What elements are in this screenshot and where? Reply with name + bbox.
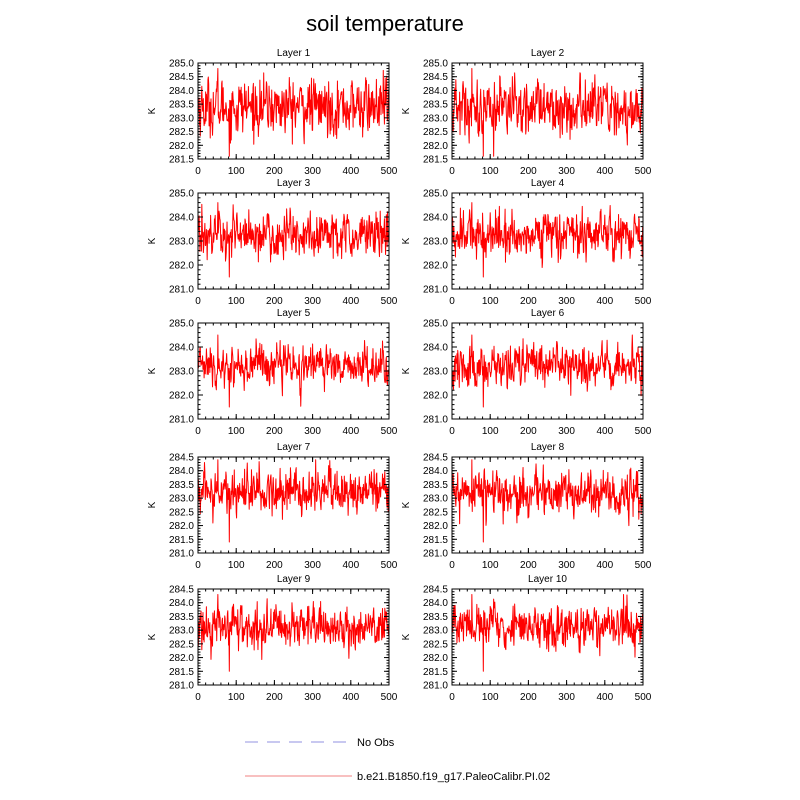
x-tick-label: 100	[227, 426, 245, 437]
legend	[245, 737, 550, 783]
chart-panel-layer-4	[401, 178, 652, 307]
y-tick-label: 285.0	[168, 318, 194, 330]
y-tick-label: 282.5	[168, 127, 194, 139]
x-tick-label: 300	[558, 296, 575, 307]
y-tick-label: 282.5	[422, 639, 448, 651]
y-tick-label: 284.5	[422, 584, 448, 596]
y-tick-label: 285.0	[168, 188, 194, 200]
x-tick-label: 500	[380, 166, 398, 177]
y-tick-label: 284.0	[168, 598, 194, 610]
x-tick-label: 500	[380, 426, 398, 437]
y-tick-label: 283.0	[168, 493, 194, 505]
y-tick-label: 282.0	[168, 390, 194, 402]
y-tick-label: 281.0	[422, 548, 448, 560]
chart-panel-layer-2	[401, 48, 652, 177]
x-tick-label: 300	[304, 296, 321, 307]
x-tick-label: 0	[449, 296, 455, 307]
y-tick-label: 283.5	[168, 611, 194, 623]
y-tick-label: 281.0	[168, 284, 194, 296]
x-tick-label: 100	[481, 426, 499, 437]
x-tick-label: 200	[520, 560, 537, 571]
y-tick-label: 281.5	[168, 154, 194, 166]
y-tick-label: 282.0	[422, 260, 448, 272]
y-tick-label: 284.0	[168, 85, 194, 97]
x-tick-label: 400	[596, 560, 614, 571]
y-tick-label: 281.0	[168, 548, 194, 560]
x-tick-label: 300	[558, 426, 575, 437]
y-tick-label: 281.5	[422, 534, 448, 546]
y-axis-label: K	[147, 367, 158, 375]
y-axis-label: K	[401, 237, 412, 245]
x-tick-label: 200	[266, 166, 283, 177]
chart-panel-layer-1	[147, 48, 398, 177]
y-tick-label: 281.5	[422, 666, 448, 678]
y-tick-label: 284.0	[168, 212, 194, 224]
x-tick-label: 200	[520, 166, 537, 177]
y-tick-label: 284.5	[422, 72, 448, 84]
y-tick-label: 284.0	[422, 212, 448, 224]
x-tick-label: 200	[266, 692, 283, 703]
x-tick-label: 500	[634, 426, 652, 437]
y-tick-label: 282.5	[422, 127, 448, 139]
series-line	[198, 335, 389, 407]
x-tick-label: 200	[520, 296, 537, 307]
y-tick-label: 281.5	[168, 666, 194, 678]
panel-title: Layer 3	[276, 178, 311, 189]
x-tick-label: 400	[342, 166, 360, 177]
y-axis-label: K	[401, 501, 412, 509]
chart-panel-layer-9	[147, 574, 398, 703]
y-tick-label: 283.0	[422, 493, 448, 505]
x-tick-label: 500	[634, 296, 652, 307]
x-tick-label: 100	[481, 692, 499, 703]
x-tick-label: 300	[304, 166, 321, 177]
y-axis-label: K	[401, 107, 412, 115]
x-tick-label: 300	[558, 166, 575, 177]
y-axis-label: K	[147, 501, 158, 509]
chart-panel-layer-3	[147, 178, 398, 307]
x-tick-label: 500	[380, 692, 398, 703]
y-tick-label: 285.0	[422, 58, 448, 70]
panel-title: Layer 9	[276, 574, 311, 585]
x-tick-label: 0	[195, 296, 201, 307]
x-tick-label: 400	[342, 560, 360, 571]
y-tick-label: 283.0	[168, 113, 194, 125]
series-line	[452, 335, 643, 407]
panel-title: Layer 8	[530, 442, 565, 453]
x-tick-label: 0	[449, 560, 455, 571]
y-tick-label: 284.0	[168, 342, 194, 354]
x-tick-label: 300	[304, 692, 321, 703]
y-tick-label: 283.5	[168, 479, 194, 491]
series-line	[452, 203, 643, 277]
y-axis-label: K	[401, 633, 412, 641]
x-tick-label: 100	[481, 166, 499, 177]
y-axis-label: K	[147, 633, 158, 641]
x-tick-label: 0	[195, 560, 201, 571]
y-tick-label: 281.0	[422, 680, 448, 692]
y-tick-label: 281.0	[168, 680, 194, 692]
series-line	[198, 203, 389, 277]
y-tick-label: 284.0	[168, 466, 194, 478]
y-tick-label: 285.0	[422, 188, 448, 200]
series-line	[198, 68, 389, 156]
y-axis-label: K	[147, 107, 158, 115]
chart-panel-layer-10	[401, 574, 652, 703]
x-tick-label: 0	[195, 166, 201, 177]
y-tick-label: 284.5	[168, 452, 194, 464]
figure-title: soil temperature	[306, 11, 464, 36]
y-tick-label: 285.0	[422, 318, 448, 330]
legend-no-obs-label: No Obs	[357, 737, 395, 749]
y-tick-label: 282.5	[168, 507, 194, 519]
x-tick-label: 400	[342, 296, 360, 307]
x-tick-label: 200	[520, 426, 537, 437]
y-tick-label: 284.0	[422, 598, 448, 610]
y-tick-label: 283.0	[422, 113, 448, 125]
x-tick-label: 0	[195, 692, 201, 703]
x-tick-label: 500	[634, 560, 652, 571]
panel-title: Layer 2	[530, 48, 565, 59]
panel-title: Layer 5	[276, 308, 311, 319]
chart-panel-layer-7	[147, 442, 398, 571]
x-tick-label: 500	[380, 560, 398, 571]
x-tick-label: 100	[481, 296, 499, 307]
x-tick-label: 0	[449, 692, 455, 703]
x-tick-label: 300	[558, 692, 575, 703]
panel-title: Layer 6	[530, 308, 565, 319]
x-tick-label: 400	[596, 426, 614, 437]
series-line	[198, 460, 389, 542]
x-tick-label: 300	[558, 560, 575, 571]
y-tick-label: 283.5	[422, 611, 448, 623]
x-tick-label: 200	[266, 296, 283, 307]
x-tick-label: 400	[342, 692, 360, 703]
y-tick-label: 281.5	[168, 534, 194, 546]
panel-title: Layer 7	[276, 442, 311, 453]
y-tick-label: 283.0	[422, 366, 448, 378]
x-tick-label: 500	[380, 296, 398, 307]
x-tick-label: 0	[449, 426, 455, 437]
y-axis-label: K	[147, 237, 158, 245]
series-line	[452, 68, 643, 156]
y-tick-label: 283.5	[422, 479, 448, 491]
y-tick-label: 282.0	[168, 260, 194, 272]
x-tick-label: 100	[481, 560, 499, 571]
y-tick-label: 285.0	[168, 58, 194, 70]
x-tick-label: 400	[596, 692, 614, 703]
y-tick-label: 284.0	[422, 466, 448, 478]
x-tick-label: 400	[596, 166, 614, 177]
y-tick-label: 283.0	[422, 236, 448, 248]
panel-title: Layer 1	[276, 48, 311, 59]
y-tick-label: 283.0	[422, 625, 448, 637]
y-tick-label: 282.0	[422, 140, 448, 152]
y-tick-label: 282.0	[422, 653, 448, 665]
chart-panel-layer-6	[401, 308, 652, 437]
y-tick-label: 284.5	[168, 72, 194, 84]
panel-title: Layer 4	[530, 178, 565, 189]
x-tick-label: 0	[449, 166, 455, 177]
x-tick-label: 500	[634, 692, 652, 703]
x-tick-label: 400	[342, 426, 360, 437]
y-tick-label: 284.5	[422, 452, 448, 464]
series-line	[198, 594, 389, 671]
chart-panel-layer-8	[401, 442, 652, 571]
chart-panel-layer-5	[147, 308, 398, 437]
y-tick-label: 284.5	[168, 584, 194, 596]
y-tick-label: 282.0	[168, 140, 194, 152]
x-tick-label: 200	[520, 692, 537, 703]
y-tick-label: 282.5	[168, 639, 194, 651]
y-tick-label: 281.5	[422, 154, 448, 166]
x-tick-label: 300	[304, 426, 321, 437]
y-tick-label: 281.0	[168, 414, 194, 426]
y-tick-label: 282.0	[168, 521, 194, 533]
x-tick-label: 0	[195, 426, 201, 437]
legend-model-label: b.e21.B1850.f19_g17.PaleoCalibr.PI.02	[357, 771, 551, 783]
y-tick-label: 284.0	[422, 342, 448, 354]
x-tick-label: 300	[304, 560, 321, 571]
x-tick-label: 200	[266, 560, 283, 571]
y-tick-label: 283.5	[168, 99, 194, 111]
y-tick-label: 284.0	[422, 85, 448, 97]
y-tick-label: 282.0	[168, 653, 194, 665]
x-tick-label: 200	[266, 426, 283, 437]
y-axis-label: K	[401, 367, 412, 375]
x-tick-label: 100	[227, 296, 245, 307]
series-line	[452, 594, 643, 671]
y-tick-label: 283.0	[168, 236, 194, 248]
series-line	[452, 460, 643, 542]
x-tick-label: 100	[227, 560, 245, 571]
y-tick-label: 282.5	[422, 507, 448, 519]
panel-title: Layer 10	[528, 574, 567, 585]
x-tick-label: 400	[596, 296, 614, 307]
x-tick-label: 500	[634, 166, 652, 177]
y-tick-label: 283.5	[422, 99, 448, 111]
x-tick-label: 100	[227, 166, 245, 177]
y-tick-label: 281.0	[422, 414, 448, 426]
y-tick-label: 282.0	[422, 521, 448, 533]
panels-grid	[147, 48, 652, 703]
y-tick-label: 283.0	[168, 366, 194, 378]
y-tick-label: 281.0	[422, 284, 448, 296]
x-tick-label: 100	[227, 692, 245, 703]
y-tick-label: 283.0	[168, 625, 194, 637]
y-tick-label: 282.0	[422, 390, 448, 402]
